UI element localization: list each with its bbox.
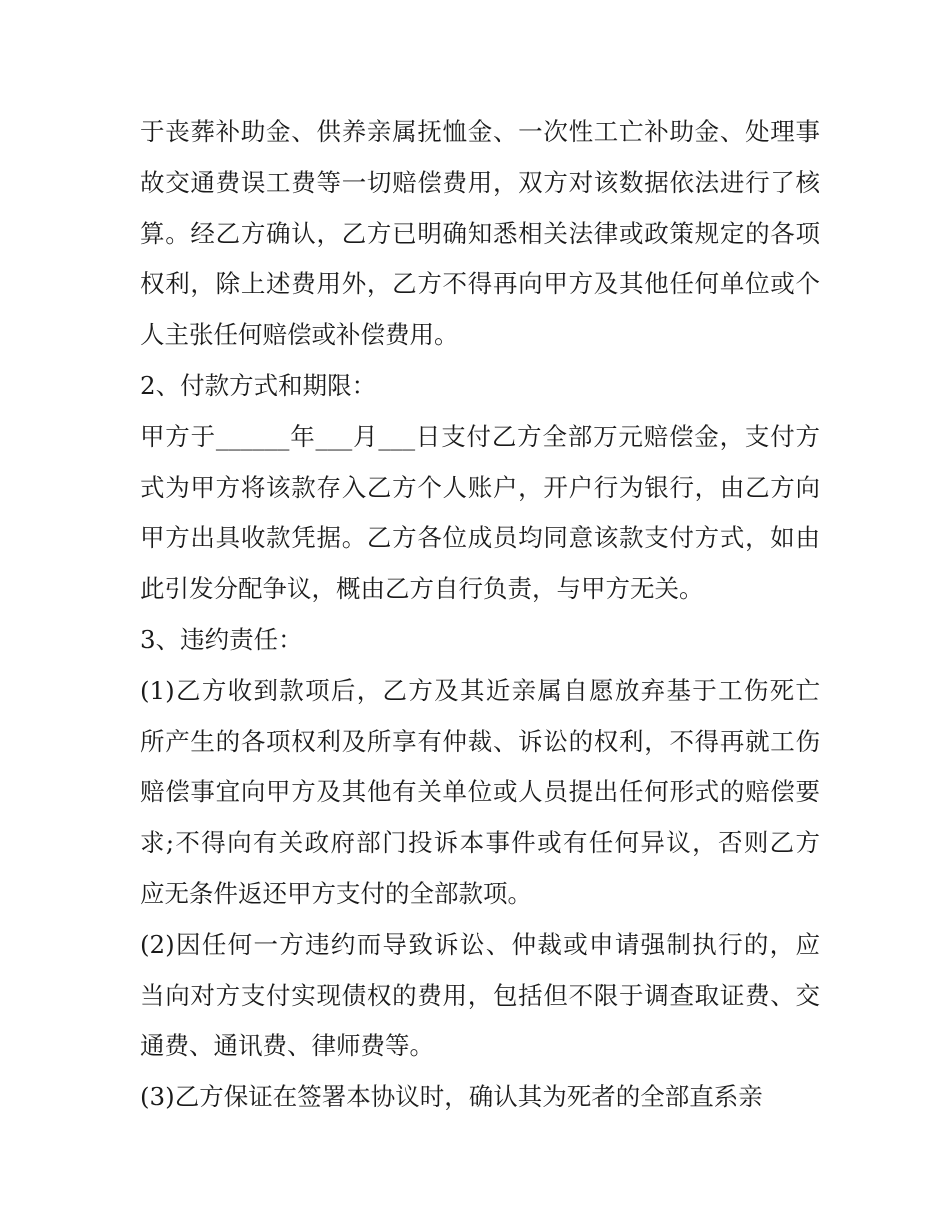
paragraph-line: 算。经乙方确认，乙方已明确知悉相关法律或政策规定的各项 xyxy=(140,218,820,248)
paragraph-line: 求;不得向有关政府部门投诉本事件或有任何异议，否则乙方 xyxy=(140,828,820,858)
paragraph-line: 应无条件返还甲方支付的全部款项。 xyxy=(140,878,532,908)
paragraph-line: 于丧葬补助金、供养亲属抚恤金、一次性工亡补助金、处理事 xyxy=(140,117,820,146)
paragraph-line: 所产生的各项权利及所享有仲裁、诉讼的权利，不得再就工伤 xyxy=(140,726,820,756)
paragraph-line: (2)因任何一方违约而导致诉讼、仲裁或申请强制执行的，应 xyxy=(140,929,820,959)
section-heading: 2、付款方式和期限： xyxy=(140,370,377,400)
paragraph-line: 甲方出具收款凭据。乙方各位成员均同意该款支付方式，如由 xyxy=(140,523,820,553)
paragraph-line: 当向对方支付实现债权的费用，包括但不限于调查取证费、交 xyxy=(140,980,820,1010)
paragraph-line: 通费、通讯费、律师费等。 xyxy=(140,1031,434,1061)
paragraph-line: 人主张任何赔偿或补偿费用。 xyxy=(140,320,459,350)
paragraph-line: 此引发分配争议，概由乙方自行负责，与甲方无关。 xyxy=(140,574,704,604)
paragraph-line: 式为甲方将该款存入乙方个人账户，开户行为银行，由乙方向 xyxy=(140,472,820,502)
paragraph-line: (3)乙方保证在签署本协议时，确认其为死者的全部直系亲 xyxy=(140,1082,763,1112)
paragraph-line: 甲方于______年___月___日支付乙方全部万元赔偿金，支付方 xyxy=(140,421,820,451)
section-heading: 3、违约责任： xyxy=(140,624,303,654)
paragraph-line: 赔偿事宜向甲方及其他有关单位或人员提出任何形式的赔偿要 xyxy=(140,777,820,807)
document-body xyxy=(140,107,820,1123)
paragraph-line: (1)乙方收到款项后，乙方及其近亲属自愿放弃基于工伤死亡 xyxy=(140,675,820,705)
paragraph-line: 权利，除上述费用外，乙方不得再向甲方及其他任何单位或个 xyxy=(140,269,820,299)
paragraph-line: 故交通费误工费等一切赔偿费用，双方对该数据依法进行了核 xyxy=(140,167,820,197)
